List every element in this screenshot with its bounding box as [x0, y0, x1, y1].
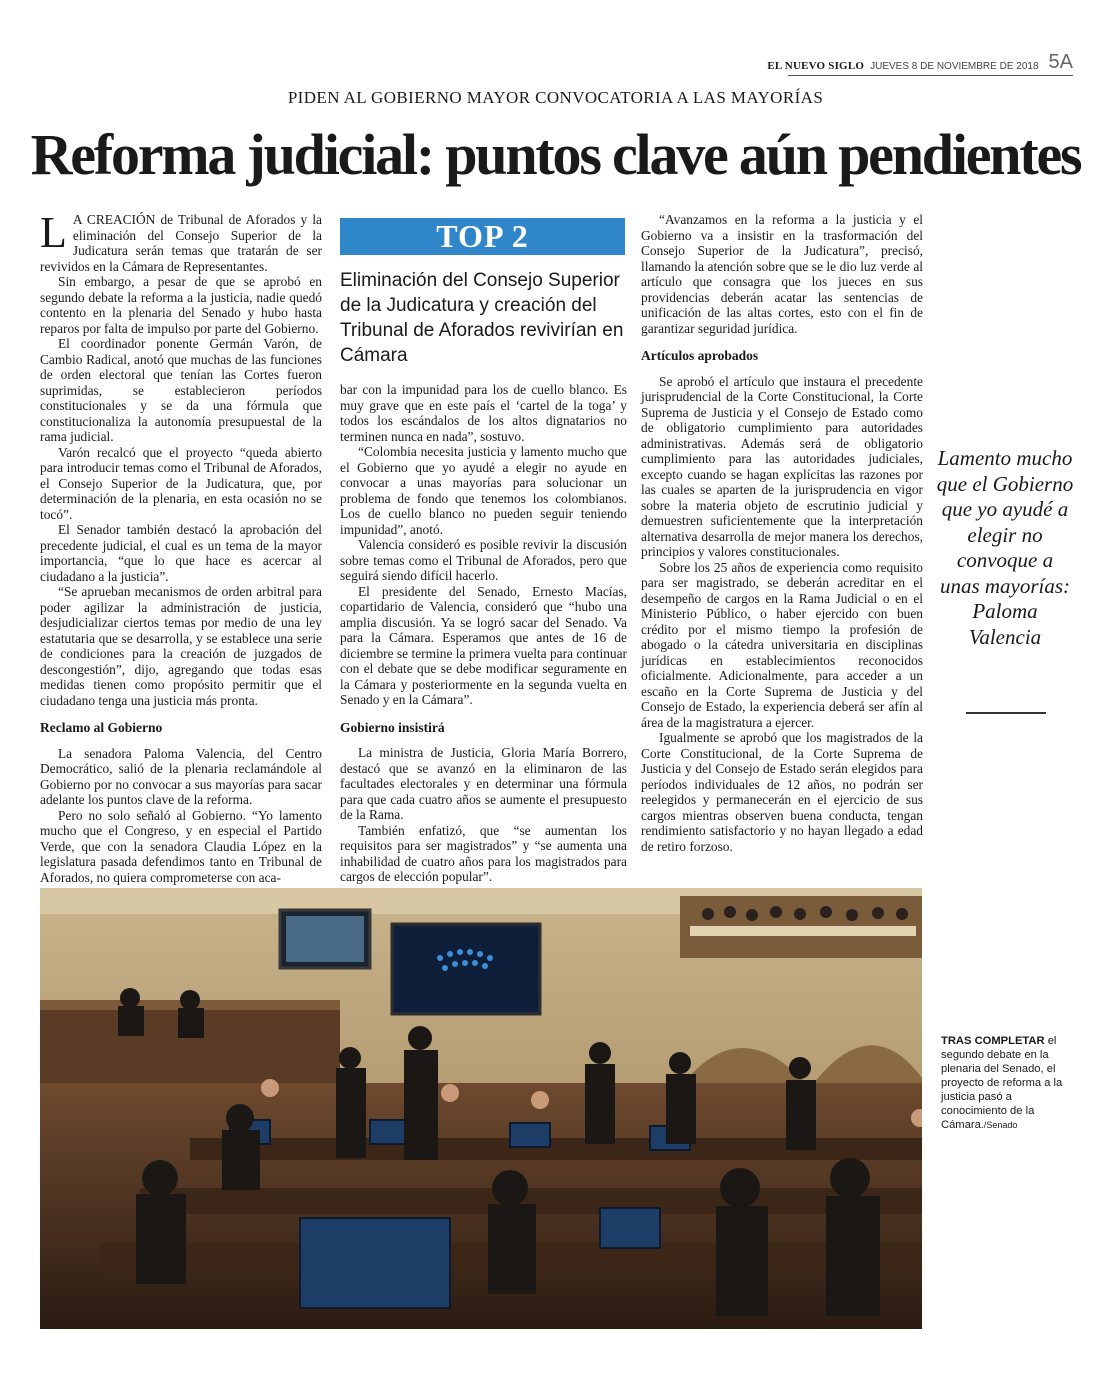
- publication-name: EL NUEVO SIGLO: [767, 60, 865, 72]
- paragraph: Sin embargo, a pesar de que se aprobó en segundo debate la reforma a la justicia, nadie quedó contento en la plenaria del Senado y hubo hasta reparos por falta de impulso por parte del Gobierno.: [40, 274, 322, 336]
- paragraph: Varón recalcó que el proyecto “queda abierto para introducir temas como el Tribunal de Aforados, el Consejo Superior de la Judicatura, que, por determinación de la plenaria, en esta ocasión no se tocó”.: [40, 444, 322, 522]
- drop-cap: L: [40, 208, 67, 257]
- paragraph: Sobre los 25 años de experiencia como requisito para ser magistrado, se deberán acreditar en el desempeño de cargos en la Rama Judicial o en el Ministerio Público, o haber ejercido con buen crédito por el mismo tiempo la profesión de abogado o la cátedra universitaria en disciplinas jurídicas en establecimientos reconocidos oficialmente. Adicionalmente, para acceder a un escaño en la Corte Suprema de Justicia y del Consejo de Estado, la experiencia deberá ser afín al área de la magistratura a ejercer.: [641, 559, 923, 730]
- top-box-subtitle: Eliminación del Consejo Superior de la Judicatura y creación del Tribunal de Aforados revivirían en Cámara: [340, 270, 624, 366]
- paragraph: Valencia consideró es posible revivir la discusión sobre temas como el Tribunal de Aforados, pero que seguirá siendo difícil hacerlo.: [340, 537, 627, 583]
- page-folio: [767, 50, 1073, 72]
- photo-illustration: [40, 888, 922, 1329]
- pull-quote: Lamento mucho que el Gobierno que yo ayudé a elegir no convoque a unas mayorías: Paloma Valencia: [936, 446, 1074, 649]
- paragraph: La ministra de Justicia, Gloria María Borrero, destacó que se avanzó en la eliminaron de las facultades electorales y en determinar una fórmula para que cada cuatro años se aumente el presupuesto de la Rama.: [340, 745, 627, 822]
- subhead: Artículos aprobados: [641, 348, 759, 363]
- lead-paragraph: [40, 208, 322, 274]
- page-number: 5A: [1048, 51, 1073, 73]
- article-column-2: [340, 382, 627, 885]
- senate-plenary-photo: [40, 888, 922, 1329]
- photo-caption: [941, 1034, 1071, 1132]
- paragraph: El coordinador ponente Germán Varón, de Cambio Radical, anotó que muchas de las funciones de orden electoral que tenían las Cortes fueron suprimidas, se establecieron períodos constitucionales y se da una fórmula que constitucionaliza la autonomía presupuestal de la rama judicial.: [40, 336, 322, 444]
- paragraph: El presidente del Senado, Ernesto Macías, copartidario de Valencia, consideró que “hubo una amplia discusión. Ya se logró sacar del Senado. Va para la Cámara. Esperamos que antes de 16 de diciembre se termine la primera vuelta para continuar con el debate que se debe modificar seguramente en la Cámara y posteriormente en la segunda vuelta en Senado y en la Cámara”.: [340, 583, 627, 707]
- paragraph: bar con la impunidad para los de cuello blanco. Es muy grave que en este país el ‘cartel de la toga’ y todos los escándalos de los altos dignatarios no terminen nunca en nada”, sostuvo.: [340, 382, 627, 444]
- paragraph: “Avanzamos en la reforma a la justicia y el Gobierno va a insistir en la trasformación del Consejo Superior de la Judicatura”, precisó, llamando la atención sobre que se le dio luz verde al artículo que consagra que los jueces en sus providencias deberán acatar las sentencias de unificación de las altas cortes, esto con el fin de garantizar seguridad jurídica.: [641, 212, 923, 336]
- subhead: Reclamo al Gobierno: [40, 720, 163, 735]
- top-box: TOP 2: [340, 218, 625, 255]
- paragraph: Pero no solo señaló al Gobierno. “Yo lamento mucho que el Congreso, y en especial el Partido Verde, que con la senadora Claudia López en la legislatura pasada defendimos tanto en Tribunal de Aforados, no quiera comprometerse con aca-: [40, 807, 322, 885]
- photo-credit: /Senado: [983, 1120, 1018, 1130]
- headline: Reforma judicial: puntos clave aún pendientes: [30, 122, 1081, 187]
- paragraph: También enfatizó, que “se aumentan los requisitos para ser magistrados” y “se aumenta una inhabilidad de cuatro años para los magistrados para cargos de elección popular”.: [340, 822, 627, 884]
- folio-rule: [788, 75, 1073, 76]
- kicker: PIDEN AL GOBIERNO MAYOR CONVOCATORIA A LAS MAYORÍAS: [287, 88, 824, 107]
- paragraph: “Se aprueban mecanismos de orden arbitral para poder agilizar la administración de justicia, desjudicializar ciertos temas por medio de una ley estatutaria que se desarrolla, y se establece una serie de condiciones para la creación de juzgados de descongestión”, dijo, agregando que todas esas medidas tienen como propósito permitir que el ciudadano tenga una justicia más pronta.: [40, 584, 322, 708]
- paragraph: “Colombia necesita justicia y lamento mucho que el Gobierno que yo ayudé a elegir no ayude en convocar a unas mayorías para solucionar un problema de fondo que tenemos los colombianos. Los de cuello blanco no pueden seguir teniendo impunidad”, anotó.: [340, 444, 627, 537]
- paragraph: El Senador también destacó la aprobación del precedente judicial, el cual es un tema de la mayor importancia, “que lo que hace es acercar al ciudadano a la justicia”.: [40, 522, 322, 584]
- pull-quote-rule: [966, 712, 1046, 714]
- caption-lead: TRAS COMPLETAR: [941, 1035, 1045, 1047]
- lead-text: de Tribunal de Aforados y la eliminación del Consejo Superior de la Judicatura serán temas que tratarán de ser revividos en la Cámara de Representantes.: [40, 212, 322, 274]
- paragraph: Se aprobó el artículo que instaura el precedente jurisprudencial de la Corte Constitucional, la Corte Suprema de Justicia y el Consejo de Estado como de obligatorio cumplimiento para autoridades administrativas. Además será de obligatorio cumplimiento para las autoridades judiciales, excepto cuando se hagan explícitas las razones por las cuales se aparten de la jurisprudencia en vigor sobre la materia objeto de escrutinio judicial y demuestren suficientemente que la interpretación alternativa desarrolla de mejor manera los derechos, principios y valores constitucionales.: [641, 373, 923, 559]
- paragraph: Igualmente se aprobó que los magistrados de la Corte Constitucional, de la Corte Suprema de Justicia y del Consejo de Estado serán elegidos para períodos individuales de 12 años, no podrán ser reelegidos y permanecerán en el ejercicio de sus cargos mientras observen buena conducta, tengan rendimiento satisfactorio y no hayan llegado a edad de retiro forzoso.: [641, 730, 923, 854]
- caption-text: el segundo debate en la plenaria del Senado, el proyecto de reforma a la justicia pasó a conocimiento de la Cámara.: [941, 1035, 1063, 1131]
- article-column-3: [641, 212, 923, 854]
- paragraph: La senadora Paloma Valencia, del Centro Democrático, salió de la plenaria reclamándole al Gobierno por no convocar a sus mayorías para sacar adelante los puntos clave de la reforma.: [40, 745, 322, 807]
- lead-caps: A CREACIÓN: [72, 212, 156, 227]
- subhead: Gobierno insistirá: [340, 719, 445, 735]
- publication-date: JUEVES 8 DE NOVIEMBRE DE 2018: [870, 61, 1039, 72]
- article-column-1: [40, 208, 322, 885]
